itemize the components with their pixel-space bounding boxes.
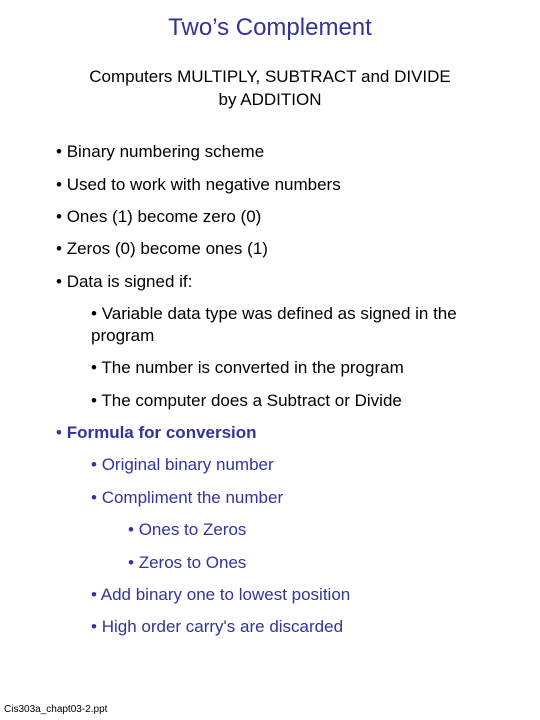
bullet-dot: • xyxy=(91,358,97,377)
slide-title: Two’s Complement xyxy=(168,14,372,41)
bullet-dot: • xyxy=(91,455,97,474)
bullet-item xyxy=(56,174,341,196)
bullet-text: Ones (1) become zero (0) xyxy=(66,207,262,226)
sub-bullet-item xyxy=(91,454,274,476)
bullet-text: Formula for conversion xyxy=(66,423,257,442)
bullet-text: Add binary one to lowest position xyxy=(100,585,351,604)
bullet-dot: • xyxy=(56,272,62,291)
bullet-item xyxy=(56,271,192,293)
bullet-item xyxy=(56,206,261,228)
sub-bullet-item xyxy=(91,487,283,509)
bullet-text: Used to work with negative numbers xyxy=(66,175,341,194)
sub-bullet-item xyxy=(91,390,402,412)
bullet-text: Data is signed if: xyxy=(66,272,193,291)
bullet-item xyxy=(56,141,264,163)
bullet-dot: • xyxy=(91,304,97,323)
sub-sub-bullet-item xyxy=(128,519,246,541)
sub-bullet-item xyxy=(91,357,404,379)
sub-bullet-item xyxy=(91,584,350,606)
slide-subtitle xyxy=(0,65,540,111)
sub-sub-bullet-item xyxy=(128,552,246,574)
bullet-dot: • xyxy=(56,423,62,442)
bullet-dot: • xyxy=(91,391,97,410)
subtitle-line-2: by ADDITION xyxy=(218,90,322,109)
bullet-dot: • xyxy=(91,585,97,604)
bullet-text: High order carry's are discarded xyxy=(101,617,344,636)
sub-bullet-item xyxy=(91,303,501,347)
bullet-text: The computer does a Subtract or Divide xyxy=(101,391,402,410)
bullet-dot: • xyxy=(56,142,62,161)
bullet-dot: • xyxy=(91,617,97,636)
bullet-text: Zeros to Ones xyxy=(138,553,247,572)
bullet-text: The number is converted in the program xyxy=(101,358,404,377)
bullet-dot: • xyxy=(128,553,134,572)
bullet-text: Original binary number xyxy=(101,455,274,474)
bullet-text: Variable data type was defined as signed in the program xyxy=(91,304,457,345)
bullet-dot: • xyxy=(56,239,62,258)
subtitle-line-1: Computers MULTIPLY, SUBTRACT and DIVIDE xyxy=(89,67,451,86)
bullet-item xyxy=(56,238,268,260)
sub-bullet-item xyxy=(91,616,343,638)
bullet-text: Zeros (0) become ones (1) xyxy=(66,239,268,258)
bullet-dot: • xyxy=(91,488,97,507)
bullet-text: Compliment the number xyxy=(101,488,284,507)
bullet-dot: • xyxy=(56,175,62,194)
bullet-dot: • xyxy=(56,207,62,226)
bullet-dot: • xyxy=(128,520,134,539)
slide-footer: Cis303a_chapt03-2.ppt xyxy=(4,704,108,715)
bullet-text: Binary numbering scheme xyxy=(66,142,265,161)
bullet-item-highlight xyxy=(56,422,257,444)
bullet-text: Ones to Zeros xyxy=(138,520,247,539)
